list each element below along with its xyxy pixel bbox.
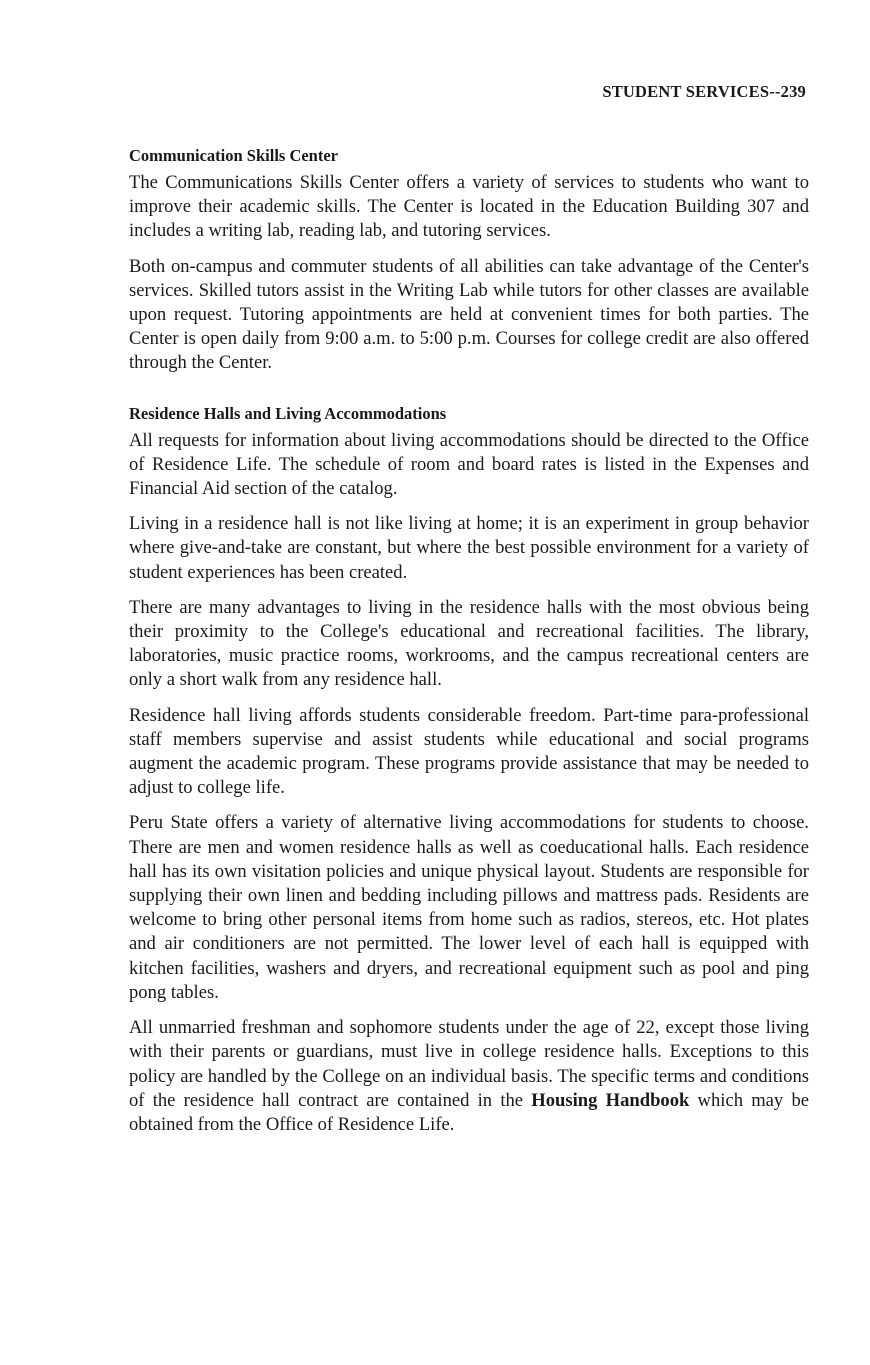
section-heading: Residence Halls and Living Accommodations bbox=[129, 403, 447, 423]
housing-handbook-title: Housing Handbook bbox=[531, 1089, 690, 1111]
paragraph: Both on-campus and commuter students of all abilities can take advantage of the Center's services. Skilled tutors assist in the Writing Lab while tutors for other classes are available upon request. Tutoring appointments are held at convenient times for both parties. The Center is open daily from 9:00 a.m. to 5:00 p.m. Courses for college credit are also offered through the Center. bbox=[129, 255, 809, 374]
paragraph-text: which may be obtained from the Office of Residence Life. bbox=[129, 1089, 809, 1135]
section-communication-skills-center bbox=[129, 145, 809, 376]
section-residence-halls bbox=[129, 403, 809, 1137]
paragraph: Living in a residence hall is not like living at home; it is an experiment in group behavior where give-and-take are constant, but where the best possible environment for a variety of student experiences has been created. bbox=[129, 513, 809, 583]
paragraph-text: All unmarried freshman and sophomore students under the age of 22, except those living with their parents or guardians, must live in college residence halls. Exceptions to this policy are handled by the College on an individual basis. The specific terms and conditions of the residence hall contract are contained in the bbox=[129, 1017, 809, 1111]
paragraph-housing-policy bbox=[129, 1016, 809, 1137]
paragraph: Peru State offers a variety of alternative living accommodations for students to choose. There are men and women residence halls as well as coeducational halls. Each residence hall has its own visitation policies and unique physical layout. Students are responsible for supplying their own linen and bedding including pillows and mattress pads. Residents are welcome to bring other personal items from home such as radios, stereos, etc. Hot plates and air conditioners are not permitted. The lower level of each hall is equipped with kitchen facilities, washers and dryers, and recreational equipment such as pool and ping pong tables. bbox=[129, 812, 809, 1003]
page-body bbox=[129, 145, 809, 1148]
paragraph: Residence hall living affords students considerable freedom. Part-time para-professional staff members supervise and assist students while educational and social programs augment the academic program. These programs provide assistance that may be needed to adjust to college life. bbox=[129, 704, 809, 799]
section-spacer bbox=[129, 387, 809, 403]
paragraph: There are many advantages to living in the residence halls with the most obvious being their proximity to the College's educational and recreational facilities. The library, laboratories, music practice rooms, workrooms, and the campus recreational centers are only a short walk from any residence hall. bbox=[129, 596, 809, 691]
paragraph: The Communications Skills Center offers a variety of services to students who want to improve their academic skills. The Center is located in the Education Building 307 and includes a writing lab, reading lab, and tutoring services. bbox=[129, 172, 809, 242]
running-head: STUDENT SERVICES--239 bbox=[602, 82, 806, 101]
paragraph: All requests for information about living accommodations should be directed to the Office of Residence Life. The schedule of room and board rates is listed in the Expenses and Financial Aid section of the catalog. bbox=[129, 429, 809, 500]
section-heading: Communication Skills Center bbox=[129, 146, 339, 165]
